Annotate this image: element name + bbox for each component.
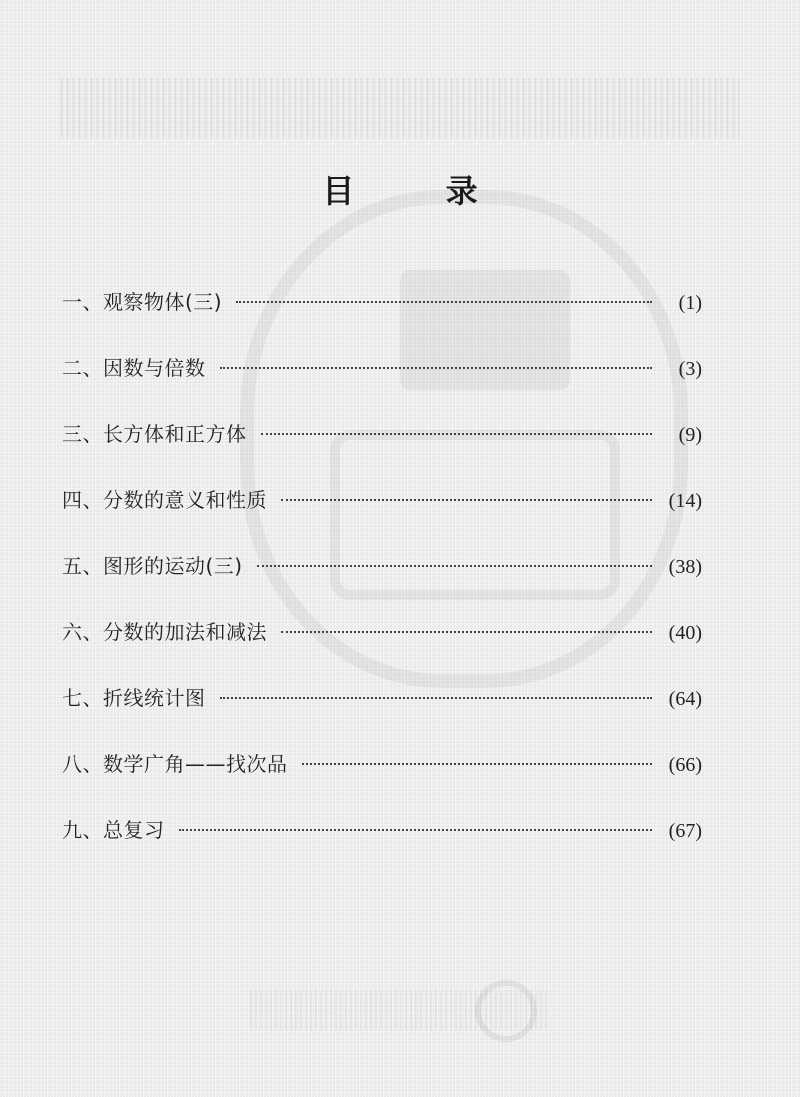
toc-entry-page: (66) [668, 754, 702, 776]
toc-entry-title: 八、数学广角——找次品 [62, 752, 288, 776]
toc-entry-title: 七、折线统计图 [62, 686, 206, 710]
page-title: 目 录 [322, 172, 518, 210]
toc-entry-page: (67) [668, 820, 702, 842]
dot-leader [236, 300, 652, 303]
toc-entry[interactable] [62, 418, 702, 484]
watermark-publisher [250, 990, 550, 1030]
toc-entry-page: (64) [668, 688, 702, 710]
dot-leader [281, 498, 652, 501]
toc-entry-title: 五、图形的运动(三) [62, 554, 243, 578]
toc-entry-page: (1) [678, 292, 702, 314]
toc-entry[interactable] [62, 352, 702, 418]
toc-entry[interactable] [62, 682, 702, 748]
toc-entry-title: 四、分数的意义和性质 [62, 488, 267, 512]
toc-entry[interactable] [62, 814, 702, 880]
dot-leader [261, 432, 653, 435]
toc-entry-title: 一、观察物体(三) [62, 290, 223, 314]
toc-entry-title: 三、长方体和正方体 [62, 422, 247, 446]
watermark-logo [475, 980, 537, 1042]
toc-entry-title: 六、分数的加法和减法 [62, 620, 267, 644]
table-of-contents [62, 286, 702, 880]
dot-leader [179, 828, 653, 831]
watermark-banner [60, 78, 740, 138]
dot-leader [220, 696, 653, 699]
toc-entry-page: (3) [678, 358, 702, 380]
toc-entry-title: 九、总复习 [62, 818, 165, 842]
dot-leader [281, 630, 652, 633]
toc-entry-title: 二、因数与倍数 [62, 356, 206, 380]
dot-leader [302, 762, 653, 765]
dot-leader [257, 564, 652, 567]
toc-entry[interactable] [62, 550, 702, 616]
toc-entry-page: (40) [668, 622, 702, 644]
toc-entry[interactable] [62, 616, 702, 682]
toc-entry[interactable] [62, 286, 702, 352]
dot-leader [220, 366, 653, 369]
toc-entry-page: (14) [668, 490, 702, 512]
toc-entry[interactable] [62, 748, 702, 814]
toc-entry-page: (38) [668, 556, 702, 578]
toc-entry-page: (9) [678, 424, 702, 446]
toc-entry[interactable] [62, 484, 702, 550]
